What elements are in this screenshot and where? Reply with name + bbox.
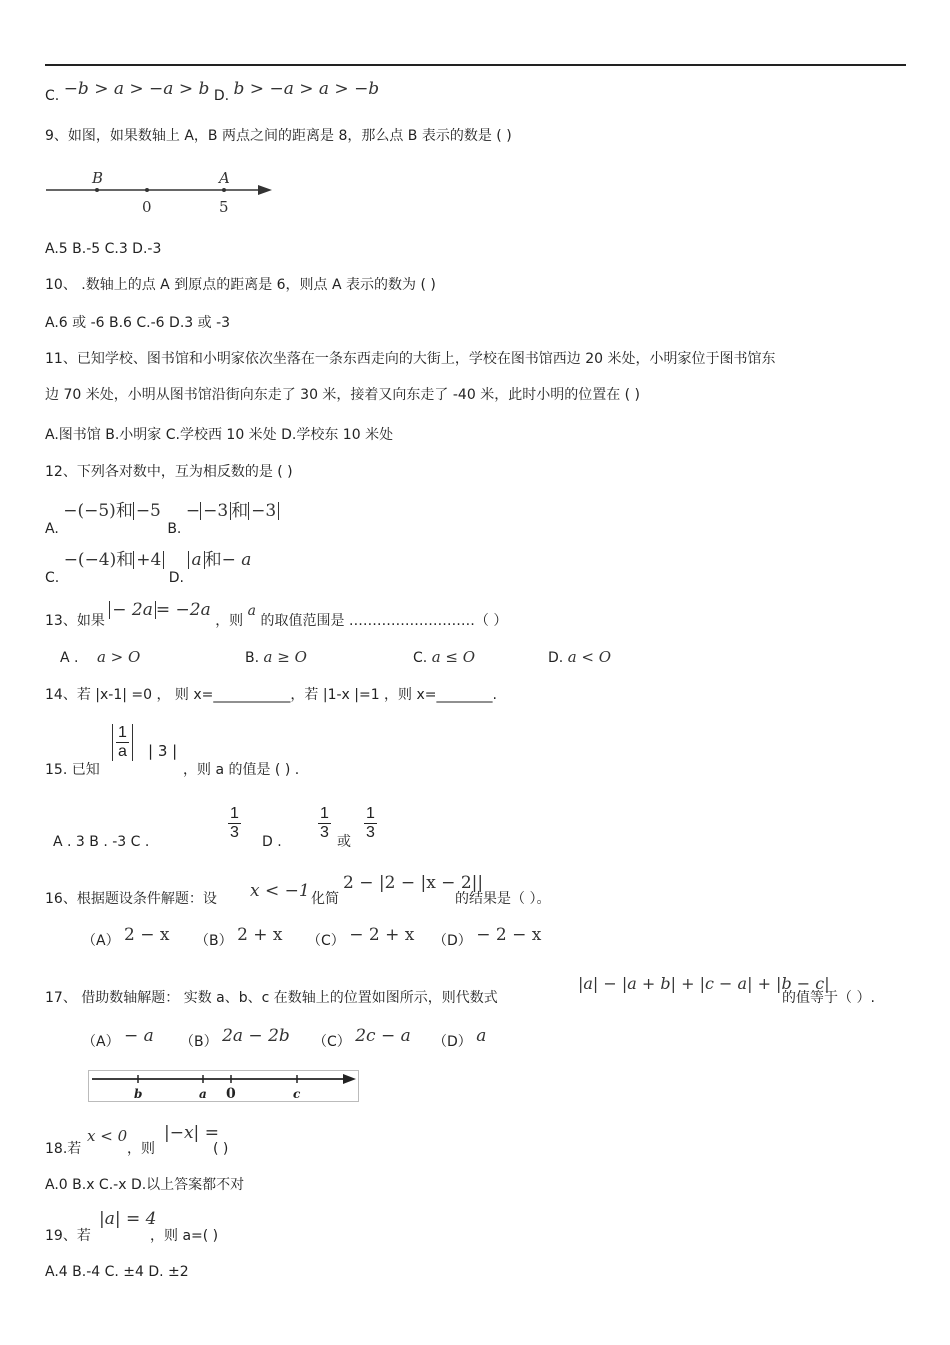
- q13-opt-a: [60, 648, 140, 667]
- q13-opt-d: [548, 648, 611, 667]
- q12-c-and: 和: [116, 550, 134, 570]
- q12-a-expr1: −(−5): [63, 501, 116, 521]
- q15-abs-val: | 3 |: [148, 742, 178, 760]
- q13-opt-c-label: C.: [413, 650, 428, 666]
- q11-line1: 11、已知学校、图书馆和小明家依次坐落在一条东西走向的大街上，学校在图书馆西边 20 米处，小明家位于图书馆东: [45, 351, 776, 367]
- q13-pre: 13、如果: [45, 613, 105, 629]
- q15-frac-den: a: [118, 743, 127, 760]
- q12-b-expr3: −3: [248, 502, 279, 520]
- q15-opt-d-den2: 3: [366, 824, 375, 841]
- q8-d-label: D.: [213, 88, 230, 104]
- q13-opt-d-label: D.: [548, 650, 564, 666]
- q8-options: [45, 79, 380, 105]
- q16-c-label: （C）: [307, 933, 345, 949]
- q16-mid: 化简: [311, 891, 339, 907]
- q9-number-line: [42, 164, 282, 216]
- q13-expr-abs: − 2a: [109, 601, 156, 619]
- q12-cd: [45, 550, 252, 586]
- q10-options: A.6 或 -6 B.6 C.-6 D.3 或 -3: [45, 315, 231, 331]
- q16-opt-a: [82, 925, 170, 950]
- q18-post: ( ): [213, 1141, 229, 1157]
- q19-pre: 19、若: [45, 1228, 91, 1244]
- q14-stem: 14、若 |x-1| =0 ， 则 x=___________，若 |1-x |=1 ，则 x=________.: [45, 687, 497, 703]
- q9-tick-0: 0: [142, 198, 152, 216]
- q12-a-and: 和: [115, 501, 133, 521]
- q9-options: A.5 B.-5 C.3 D.-3: [45, 241, 162, 257]
- q13-opt-c: [413, 648, 475, 667]
- q8-c-label: C.: [45, 88, 60, 104]
- q15-opt-d-frac1: [318, 805, 331, 842]
- q17-expr: |a| − |a + b| + |c − a| + |b − c|: [578, 974, 830, 993]
- q13-expr-rhs: = −2a: [155, 600, 211, 620]
- q15-opt-d-or: 或: [337, 834, 351, 850]
- q9-label-a: A: [219, 169, 230, 187]
- q17-fig-zero: 0: [226, 1086, 236, 1102]
- q18-options: A.0 B.x C.-x D.以上答案都不对: [45, 1177, 245, 1193]
- q11-line2: 边 70 米处，小明从图书馆沿街向东走了 30 米，接着又向东走了 -40 米，此时小明的位置在 ( ): [45, 387, 641, 403]
- q13-opt-b: [245, 648, 307, 667]
- q19-post: ，则 a=( ): [150, 1228, 219, 1244]
- q12-d-expr1: a: [188, 551, 204, 569]
- q17-d-expr: a: [476, 1026, 487, 1046]
- q12-a-label: A.: [45, 521, 59, 537]
- q17-a-label: （A）: [82, 1034, 120, 1050]
- q17-fig-a: a: [199, 1087, 207, 1101]
- q13-post2: 的取值范围是 ………………………（ ）: [260, 613, 508, 629]
- q12-b-label: B.: [167, 521, 182, 537]
- q19-expr: |a| = 4: [99, 1209, 157, 1229]
- q12-stem: 12、下列各对数中，互为相反数的是 ( ): [45, 464, 293, 480]
- q15-abs-frac: [112, 724, 133, 761]
- q12-c-expr2: +4: [133, 551, 164, 569]
- q12-d-expr2: − a: [221, 550, 252, 570]
- q16-b-label: （B）: [195, 933, 233, 949]
- q17-c-expr: 2c − a: [355, 1026, 411, 1046]
- q17-a-expr: − a: [124, 1026, 154, 1046]
- q17-opt-b: [180, 1026, 290, 1051]
- q16-opt-c: [307, 925, 415, 950]
- q17-opt-c: [313, 1026, 411, 1051]
- q9-stem: 9、如图，如果数轴上 A，B 两点之间的距离是 8，那么点 B 表示的数是 ( ): [45, 128, 512, 144]
- q17-b-label: （B）: [180, 1034, 218, 1050]
- q8-d-expr: b > −a > a > −b: [233, 79, 380, 99]
- q12-c-label: C.: [45, 570, 60, 586]
- q16-opt-d: [433, 925, 542, 950]
- q15-opt-d-frac2: [364, 805, 377, 842]
- q16-expr: 2 − |2 − |x − 2||: [343, 873, 484, 893]
- q16-opt-b: [195, 925, 283, 950]
- q17-fig-c: c: [293, 1087, 301, 1101]
- q17-number-line: [88, 1070, 360, 1102]
- q16-post: 的结果是（ ）。: [455, 891, 551, 907]
- q15-opt-d-den1: 3: [320, 824, 329, 841]
- q18-expr: |−x| =: [164, 1123, 219, 1143]
- q17-opt-d: [433, 1026, 487, 1051]
- q8-c-expr: −b > a > −a > b: [63, 79, 210, 99]
- q15-frac-num: 1: [118, 724, 127, 741]
- q12-b-expr1: −: [185, 501, 201, 521]
- q13-opt-c-expr: a ≤ O: [431, 648, 476, 666]
- q12-a-expr2: −5: [133, 502, 163, 520]
- q16-pre: 16、根据题设条件解题：设: [45, 891, 217, 907]
- q17-opt-a: [82, 1026, 154, 1051]
- q16-a-expr: 2 − x: [124, 925, 170, 945]
- q12-c-expr1: −(−4): [63, 550, 117, 570]
- q10-stem: 10、 .数轴上的点 A 到原点的距离是 6，则点 A 表示的数为 ( ): [45, 277, 436, 293]
- q15-opt-c-den: 3: [230, 824, 239, 841]
- q18-cond: x < 0: [87, 1127, 128, 1145]
- q17-b-expr: 2a − 2b: [222, 1026, 290, 1046]
- top-rule: [45, 64, 906, 66]
- q15-opt-d-num2: 1: [366, 805, 375, 822]
- q17-fig-b: b: [134, 1087, 143, 1101]
- q19-options: A.4 B.-4 C. ±4 D. ±2: [45, 1264, 189, 1280]
- q17-d-label: （D）: [433, 1034, 472, 1050]
- q9-label-b: B: [92, 169, 104, 187]
- q16-d-label: （D）: [433, 933, 472, 949]
- q15-post: ，则 a 的值是 ( ) .: [183, 762, 300, 778]
- q15-opt-d-num1: 1: [320, 805, 329, 822]
- q18-pre: 18.若: [45, 1141, 82, 1157]
- q16-b-expr: 2 + x: [237, 925, 283, 945]
- q16-a-label: （A）: [82, 933, 120, 949]
- q12-d-and: 和: [204, 550, 222, 570]
- q17-pre: 17、 借助数轴解题： 实数 a、b、c 在数轴上的位置如图所示，则代数式: [45, 990, 498, 1006]
- q16-d-expr: − 2 − x: [476, 925, 542, 945]
- q15-frac: [116, 724, 129, 761]
- q12-d-label: D.: [168, 570, 185, 586]
- q13-opt-a-expr: a > O: [96, 648, 141, 666]
- q17-c-label: （C）: [313, 1034, 351, 1050]
- q18-mid: ，则: [127, 1141, 155, 1157]
- q15-opt-d: D .: [262, 834, 282, 850]
- q13-opt-b-label: B.: [245, 650, 260, 666]
- q12-ab: [45, 501, 279, 537]
- q17-post: 的值等于（ ）.: [782, 990, 875, 1006]
- q9-tick-5: 5: [219, 198, 229, 216]
- q16-c-expr: − 2 + x: [349, 925, 415, 945]
- q15-pre: 15. 已知: [45, 762, 100, 778]
- q13-opt-d-expr: a < O: [567, 648, 612, 666]
- q12-b-and: 和: [231, 501, 249, 521]
- q13-opt-a-label: A .: [60, 650, 79, 666]
- q11-options: A.图书馆 B.小明家 C.学校西 10 米处 D.学校东 10 米处: [45, 427, 394, 443]
- q13-post: ，则: [215, 613, 244, 629]
- q15-opt-c-num: 1: [230, 805, 239, 822]
- q15-opt-ab: A . 3 B . -3 C .: [53, 834, 150, 850]
- q13-opt-b-expr: a ≥ O: [263, 648, 307, 666]
- q13-stem: [45, 600, 508, 629]
- q15-opt-c-frac: [228, 805, 241, 842]
- q13-var: a: [247, 603, 256, 619]
- q12-b-expr2: −3: [200, 502, 231, 520]
- q16-cond: x < −1: [250, 881, 310, 901]
